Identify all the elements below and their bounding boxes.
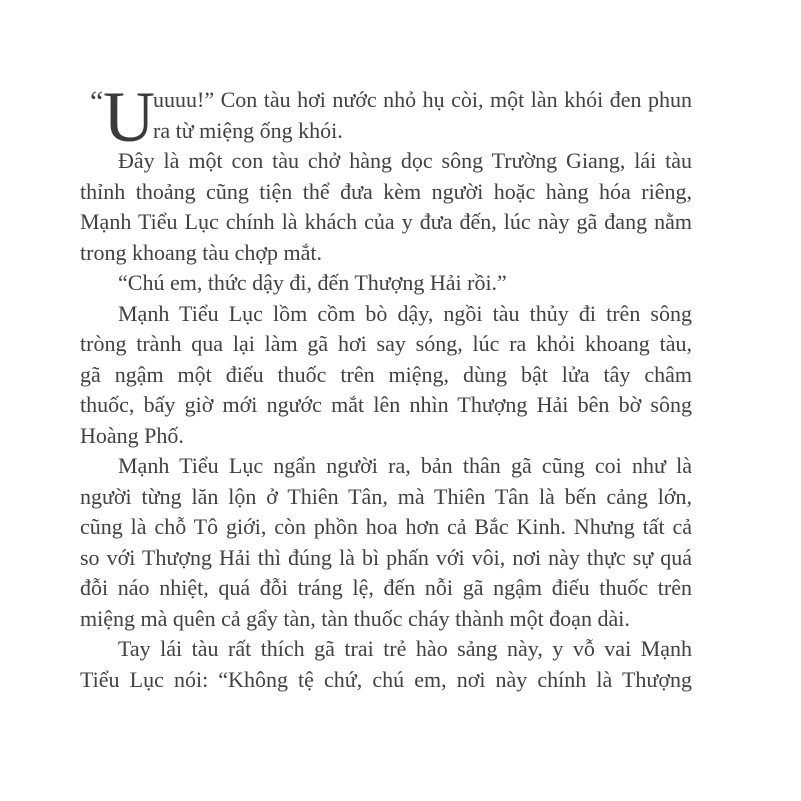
text-line: Mạnh Tiểu Lục chính là khách của y đưa đến, lúc này gã đang nằm <box>80 209 692 234</box>
text-line: trong khoang tàu chợp mắt. <box>80 239 322 265</box>
text-line: đỗi náo nhiệt, quá đỗi tráng lệ, đến nỗi gã ngậm điếu thuốc trên <box>80 575 692 600</box>
paragraph <box>80 451 692 634</box>
text-line: uuuu!” Con tàu hơi nước nhỏ hụ còi, một làn khói đen phun <box>153 87 692 112</box>
paragraph <box>80 268 692 299</box>
text-line: ra từ miệng ống khói. <box>153 117 343 143</box>
text-line: thuốc, bấy giờ mới ngước mắt lên nhìn Thượng Hải bên bờ sông <box>80 392 692 417</box>
text-line: cũng là chỗ Tô giới, còn phồn hoa hơn cả Bắc Kinh. Nhưng tất cả <box>80 514 692 539</box>
paragraph <box>80 299 692 452</box>
text-line: “Chú em, thức dậy đi, đến Thượng Hải rồi.” <box>118 270 507 295</box>
paragraph <box>80 634 692 695</box>
paragraph <box>80 146 692 268</box>
text-line: Tay lái tàu rất thích gã trai trẻ hào sảng này, y vỗ vai Mạnh <box>118 636 692 661</box>
page-text-block <box>80 77 692 695</box>
drop-cap-letter: U <box>103 77 155 157</box>
drop-cap-open-quote: “ <box>90 85 104 118</box>
text-line: Đây là một con tàu chở hàng dọc sông Trường Giang, lái tàu <box>118 148 692 173</box>
text-line: gã ngậm một điếu thuốc trên miệng, dùng bật lửa tây châm <box>80 361 692 387</box>
text-line: so với Thượng Hải thì đúng là bì phấn với vôi, nơi này thực sự quá <box>80 544 692 570</box>
text-line: Tiểu Lục nói: “Không tệ chứ, chú em, nơi này chính là Thượng <box>80 666 692 692</box>
text-line: tròng trành qua lại làm gã hơi say sóng, lúc ra khỏi khoang tàu, <box>80 331 692 356</box>
text-line: Mạnh Tiểu Lục lồm cồm bò dậy, ngồi tàu thủy đi trên sông <box>118 300 692 326</box>
text-line: người từng lăn lộn ở Thiên Tân, mà Thiên Tân là bến cảng lớn, <box>80 483 692 509</box>
text-line: thỉnh thoảng cũng tiện thể đưa kèm người hoặc hàng hóa riêng, <box>80 178 692 204</box>
text-line: Hoàng Phố. <box>80 422 184 448</box>
paragraph <box>80 85 692 146</box>
text-line: miệng mà quên cả gẩy tàn, tàn thuốc cháy thành một đoạn dài. <box>80 605 630 631</box>
paragraphs <box>80 85 692 695</box>
text-line: Mạnh Tiểu Lục ngẩn người ra, bản thân gã cũng coi như là <box>118 453 692 478</box>
